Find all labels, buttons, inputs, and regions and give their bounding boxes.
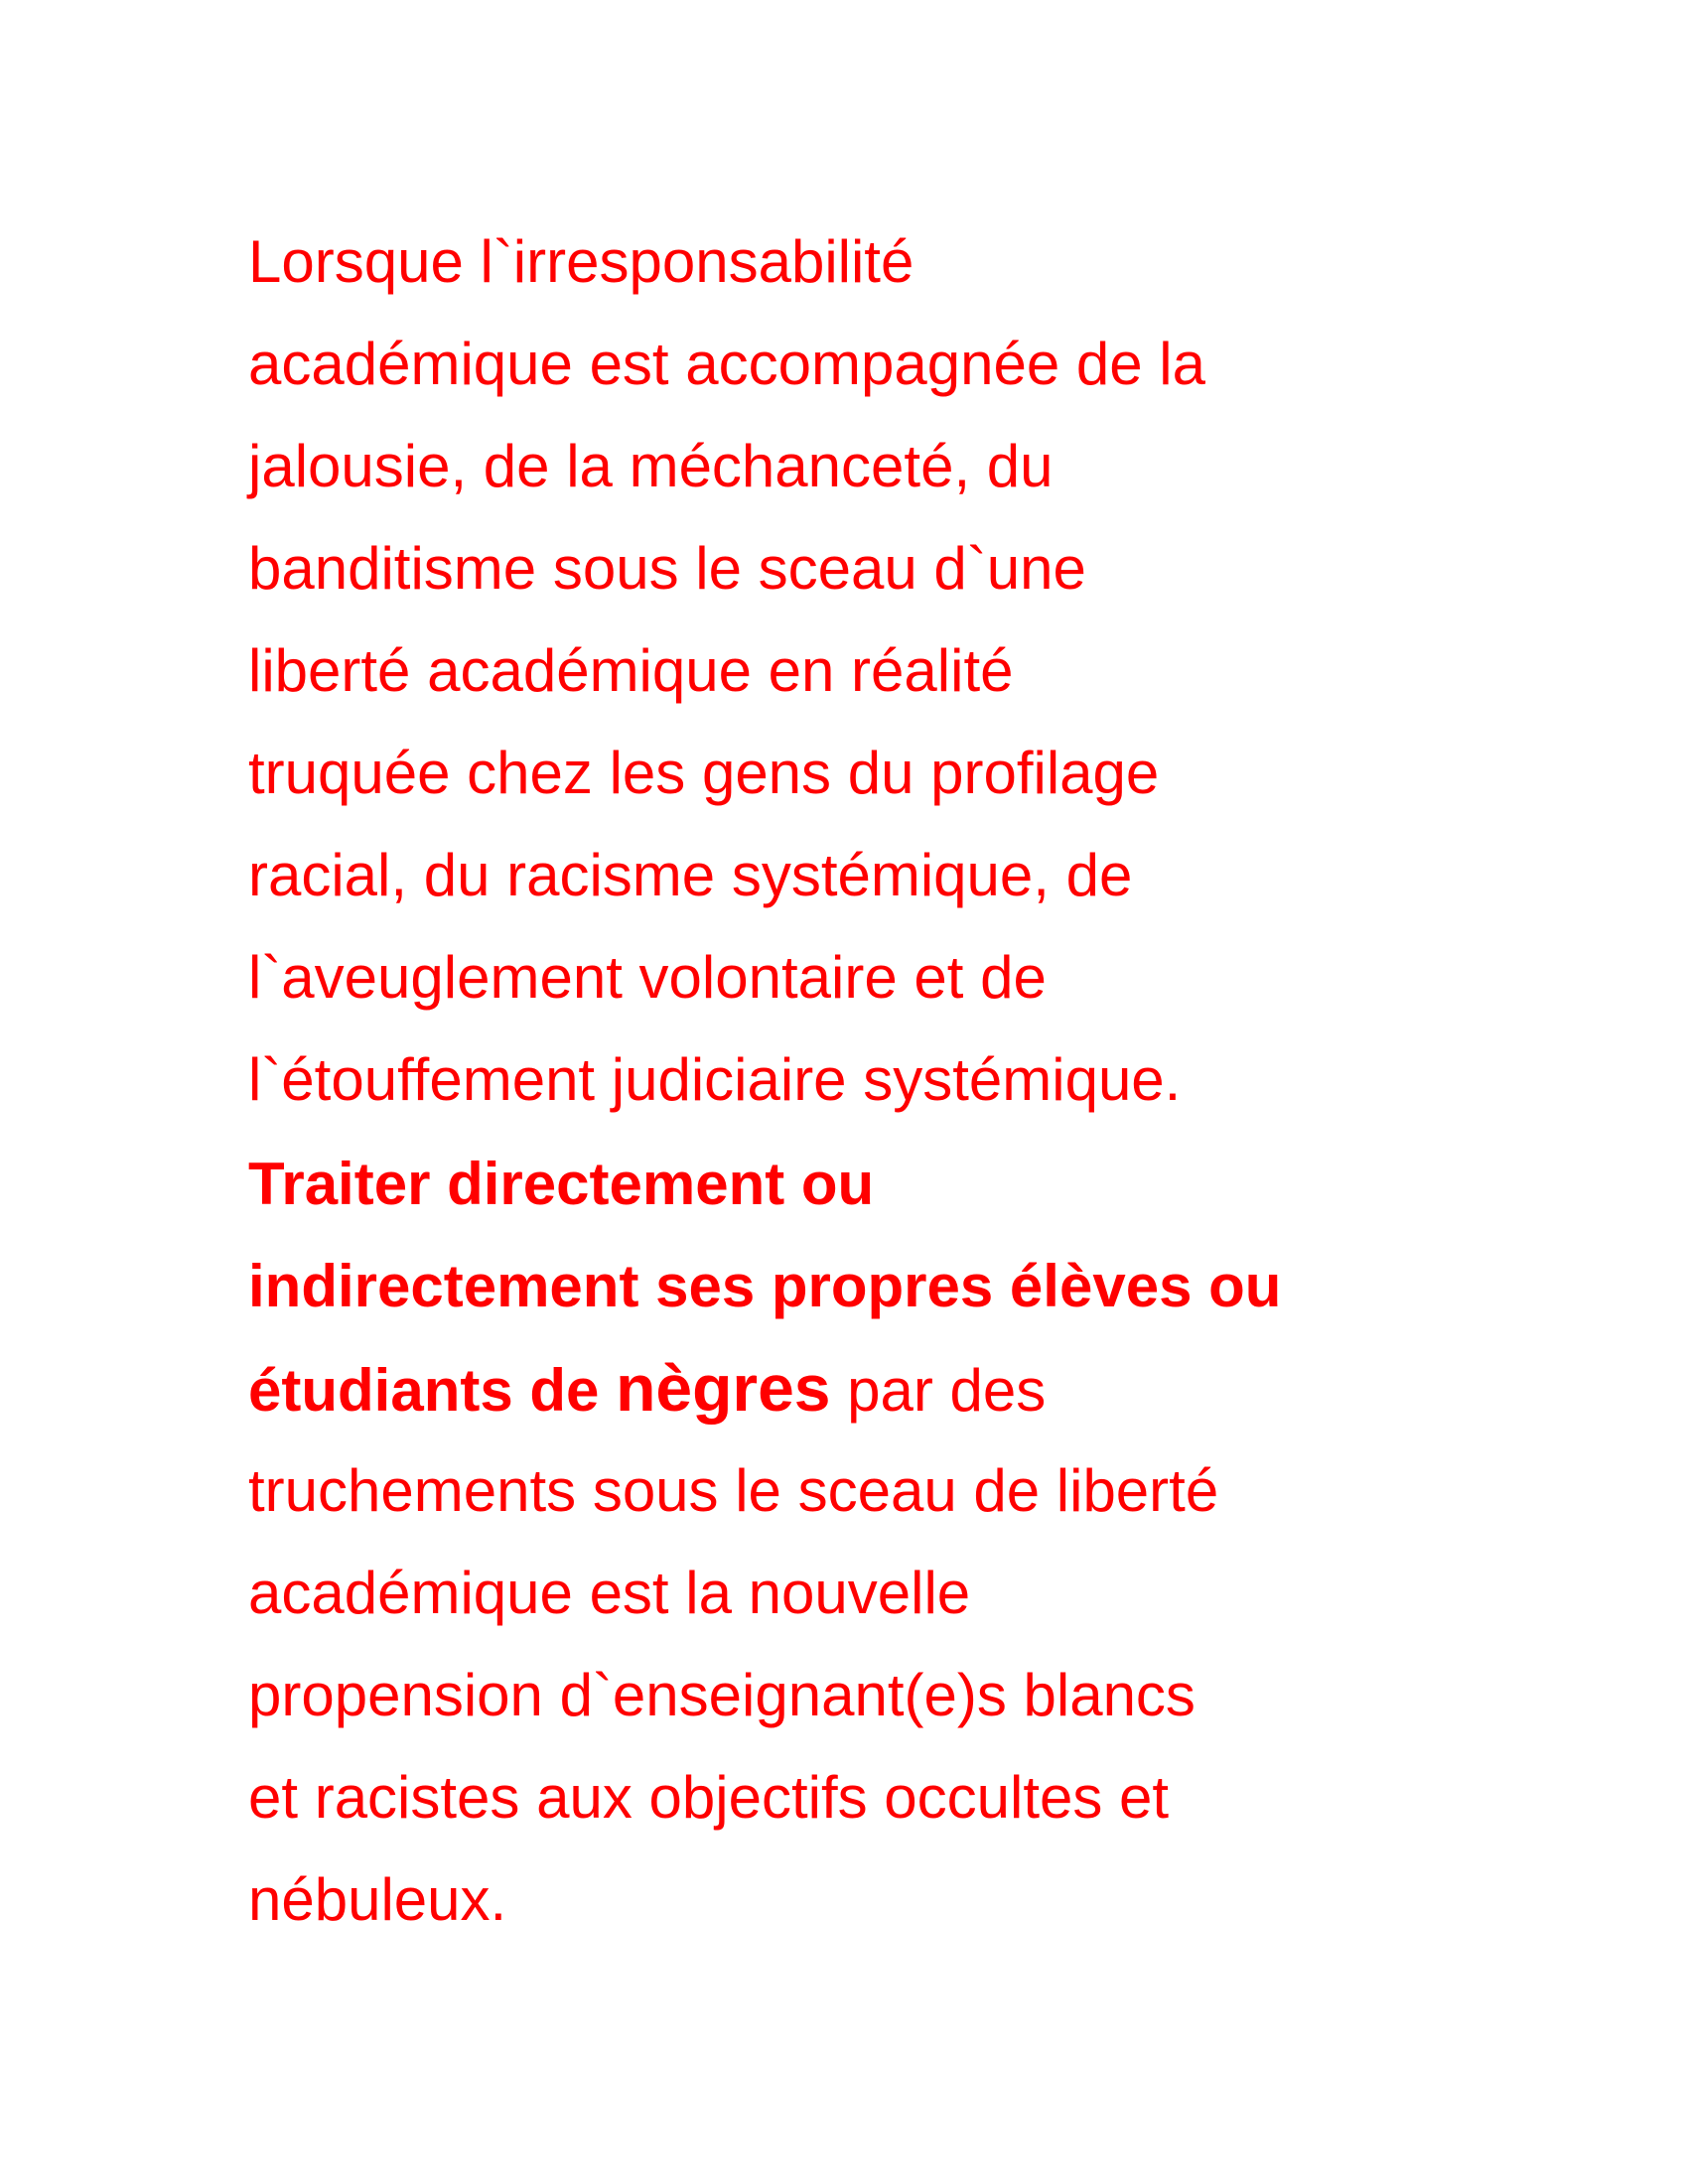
document-body [248,210,1479,1951]
paragraph-1-line-4: banditisme sous le sceau d`une [248,535,1086,602]
paragraph-1-line-2: académique est accompagnée de la [248,331,1205,397]
paragraph-2-line-7: et racistes aux objectifs occultes et [248,1764,1170,1831]
paragraph-2-line-5: académique est la nouvelle [248,1560,971,1626]
paragraph-2-bold-line-3a: étudiants de [248,1357,617,1424]
paragraph-1-line-7: racial, du racisme systémique, de [248,842,1133,908]
paragraph-2-line-4: truchements sous le sceau de liberté [248,1457,1219,1524]
paragraph-2-line-3-rest: par des [830,1357,1047,1424]
paragraph-1-line-5: liberté académique en réalité [248,637,1014,704]
paragraph-2 [248,1133,1479,1951]
paragraph-2-emphasized-word: nègres [616,1351,831,1425]
paragraph-2-line-6: propension d`enseignant(e)s blancs [248,1662,1196,1728]
paragraph-1-line-9: l`étouffement judiciaire systémique. [248,1046,1182,1113]
paragraph-1-line-1: Lorsque l`irresponsabilité [248,228,914,295]
paragraph-2-bold-line-2: indirectement ses propres élèves ou [248,1253,1282,1319]
paragraph-2-bold-line-1: Traiter directement ou [248,1151,875,1217]
paragraph-2-line-3 [248,1337,1479,1439]
paragraph-2-line-8: nébuleux. [248,1866,507,1933]
paragraph-1-line-8: l`aveuglement volontaire et de [248,944,1047,1011]
paragraph-1-line-3: jalousie, de la méchanceté, du [248,433,1054,499]
paragraph-1 [248,210,1479,1131]
paragraph-1-line-6: truquée chez les gens du profilage [248,740,1160,806]
